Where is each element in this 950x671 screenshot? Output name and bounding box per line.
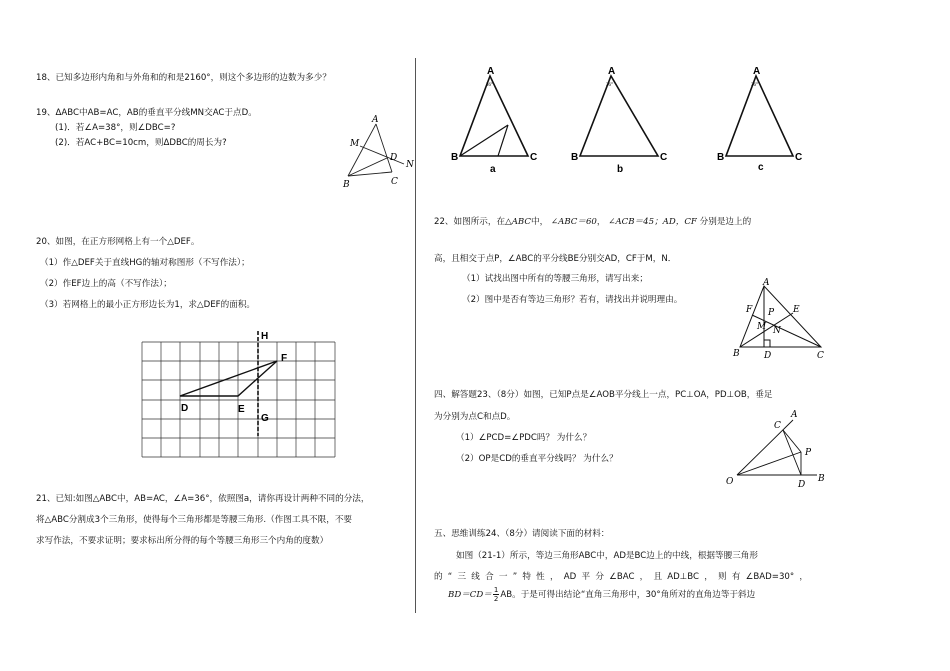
q23-figure xyxy=(725,408,835,493)
q22-label-c: C xyxy=(817,351,824,361)
q22-label-f: F xyxy=(746,305,753,315)
q19-text: 19、ΔABC中AB=AC，AB的垂直平分线MN交AC于点D。 xyxy=(36,108,257,118)
q20-label-e: E xyxy=(238,404,245,415)
q22-line2: 高，且相交于点P，∠ABC的平分线BE分别交AD，CF于M，N． xyxy=(434,254,677,264)
q22-line1-b: 中， xyxy=(530,217,549,227)
q22-line1-d: ， xyxy=(596,217,606,227)
fig-b-label-c: C xyxy=(660,152,668,163)
q19-sub2: (2)．若AC+BC=10cm，则ΔDBC的周长为? xyxy=(55,138,227,148)
fig-a-angle: 36° xyxy=(486,83,493,88)
q19-label-a: A xyxy=(372,115,379,125)
q20-label-f: F xyxy=(281,353,288,364)
q24-line4-text: AB。于是可得出结论“直角三角形中，30°角所对的直角边等于斜边 xyxy=(500,590,756,600)
q23-sub2: （2）OP是CD的垂直平分线吗？ 为什么？ xyxy=(456,454,618,464)
q24-fraction-den: 2 xyxy=(493,595,499,603)
fig-c-caption: c xyxy=(758,162,764,173)
q19-sub1: (1)．若∠A=38°，则∠DBC=? xyxy=(55,123,176,133)
q23-label-p: P xyxy=(805,448,812,458)
fig-c-label-b: B xyxy=(717,152,725,163)
q22-label-n: N xyxy=(773,326,781,336)
q21-line1: 21、已知:如图△ABC中，AB=AC，∠A=36°，依照图a，请你再设计两种不同的分法， xyxy=(36,494,370,504)
q23-label-d: D xyxy=(798,480,806,490)
q22-sub1: （1）试找出图中所有的等腰三角形，请写出来； xyxy=(462,274,648,284)
fig-c-label-c: C xyxy=(795,152,803,163)
q20-label-h: H xyxy=(261,331,269,342)
q20-sub1: （1）作△DEF关于直线HG的轴对称图形（不写作法）； xyxy=(40,258,250,268)
q22-angle-abc: ∠ABC＝60 xyxy=(550,217,597,227)
q20-sub3: （3）若网格上的最小正方形边长为1，求△DEF的面积。 xyxy=(40,300,256,310)
q19-label-c: C xyxy=(391,177,398,187)
q21-line2: 将△ABC分割成3个三角形，使得每个三角形都是等腰三角形.（作图工具不限，不要 xyxy=(36,515,353,525)
q24-line2: 如图（21-1）所示，等边三角形ABC中，AD是BC边上的中线，根据等腰三角形 xyxy=(456,551,758,561)
q22-line1 xyxy=(434,216,751,228)
q20-label-d: D xyxy=(181,403,189,414)
triangle-def xyxy=(180,361,277,396)
fig-a-label-b: B xyxy=(451,152,459,163)
q20-sub2: （2）作EF边上的高（不写作法）； xyxy=(40,279,172,289)
q22-line1-f: ；AD，CF xyxy=(654,217,697,227)
fig-a-label-a: A xyxy=(487,66,495,77)
fig-c-angle: 36° xyxy=(751,83,758,88)
q22-label-p: P xyxy=(768,308,775,318)
q20-label-g: G xyxy=(261,413,269,424)
q24-line3: 的“三线合一”特性，AD平分∠BAC，且AD⊥BC，则有∠BAD=30°， xyxy=(434,572,808,582)
q22-label-m: M xyxy=(757,322,767,332)
q22-label-e: E xyxy=(793,305,800,315)
q22-label-a: A xyxy=(763,278,770,288)
fig-b-angle: 36° xyxy=(606,83,613,88)
q19-label-n: N xyxy=(406,160,414,170)
q23-line1: 四、解答题23、（8分）如图，已知P点是∠AOB平分线上一点，PC⊥OA，PD⊥OB，垂足 xyxy=(434,390,773,400)
q22-figure xyxy=(730,278,830,363)
q23-label-o: O xyxy=(726,477,734,487)
q22-line1-g: 分别是边上的 xyxy=(699,217,752,227)
q19-figure xyxy=(330,112,420,197)
q24-line1: 五、思维训练24、（8分）请阅读下面的材料： xyxy=(434,529,610,539)
fig-c-label-a: A xyxy=(753,66,761,77)
fig-b-label-a: A xyxy=(608,66,616,77)
q24-fraction-num: 1 xyxy=(493,586,499,594)
q22-triangle: △ABC xyxy=(505,217,531,227)
q24-fraction xyxy=(493,586,499,603)
q19-label-m: M xyxy=(350,139,360,149)
q22-sub2: （2）图中是否有等边三角形？若有，请找出并说明理由。 xyxy=(462,295,683,305)
q22-angle-acb: ∠ACB＝45 xyxy=(608,217,655,227)
q23-line2: 为分别为点C和点D。 xyxy=(434,412,516,422)
q20-grid-figure xyxy=(142,328,342,468)
q23-label-a: A xyxy=(791,410,798,420)
q22-label-d: D xyxy=(764,351,772,361)
q24-bd-cd: BD＝CD＝ xyxy=(448,590,492,600)
q20-text: 20、如图，在正方形网格上有一个△DEF。 xyxy=(36,237,200,247)
q24-line4 xyxy=(448,586,755,603)
q23-label-c: C xyxy=(774,421,781,431)
q21-figure xyxy=(448,64,808,179)
q19-label-d: D xyxy=(390,153,398,163)
fig-a-caption: a xyxy=(490,164,496,175)
q23-sub1: （1）∠PCD=∠PDC吗？ 为什么？ xyxy=(456,433,592,443)
q19-label-b: B xyxy=(343,180,350,190)
q21-line3: 求写作法，不要求证明；要求标出所分得的每个等腰三角形三个内角的度数） xyxy=(36,536,329,546)
q22-label-b: B xyxy=(733,349,740,359)
q23-label-b: B xyxy=(818,474,825,484)
fig-b-caption: b xyxy=(617,164,624,175)
q18-text: 18、已知多边形内角和与外角和的和是2160°，则这个多边形的边数为多少？ xyxy=(36,73,331,83)
fig-a-label-c: C xyxy=(530,152,538,163)
q22-line1-a: 22、如图所示，在 xyxy=(434,217,506,227)
fig-b-label-b: B xyxy=(571,152,579,163)
